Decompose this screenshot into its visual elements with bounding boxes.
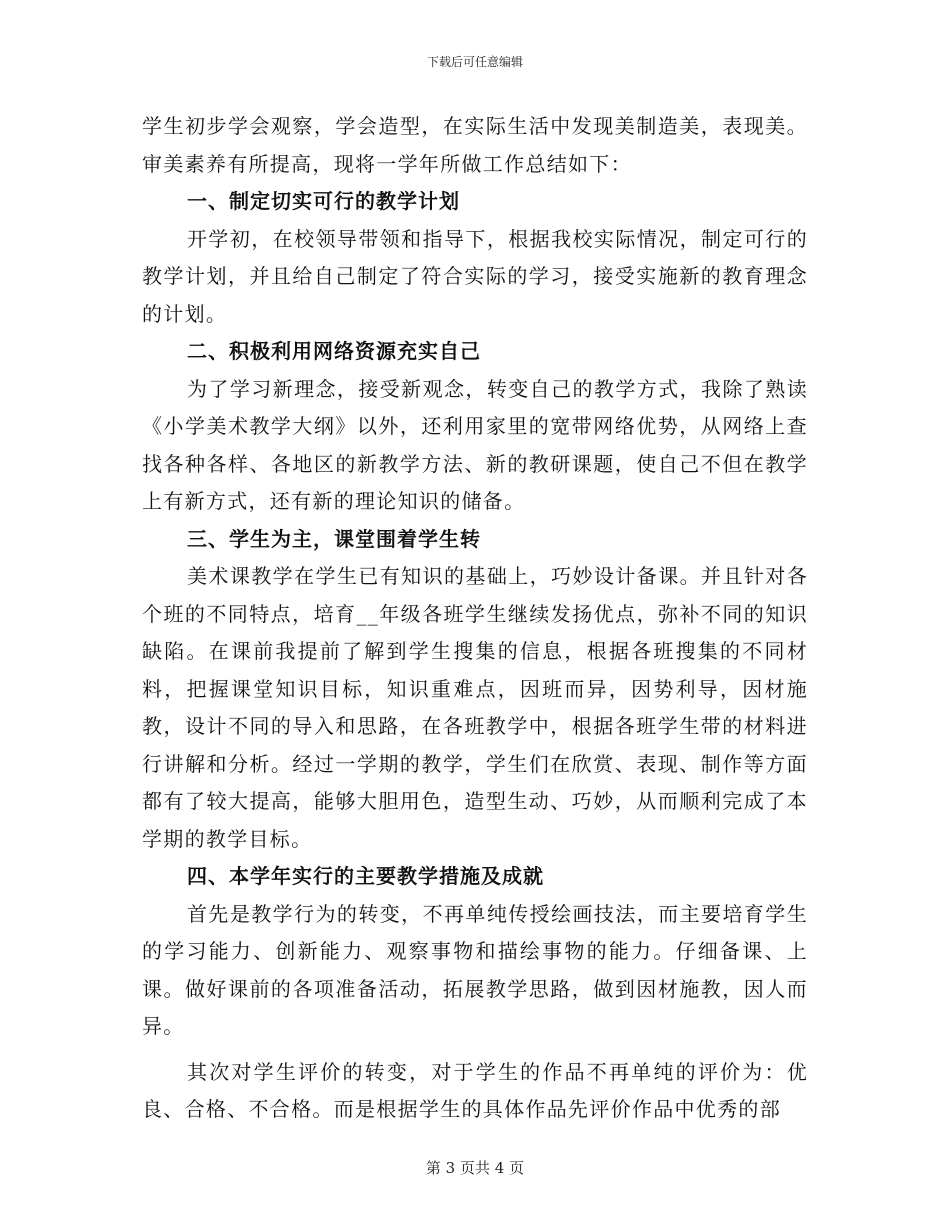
intro-paragraph: 学生初步学会观察，学会造型，在实际生活中发现美制造美，表现美。审美素养有所提高，现将一学年所做工作总结如下： — [142, 114, 808, 176]
page-header: 下载后可任意编辑 — [426, 55, 523, 69]
paragraph-5: 其次对学生评价的转变，对于学生的作品不再单纯的评价为：优良、合格、不合格。而是根据学生的具体作品先评价作品中优秀的部 — [142, 1059, 808, 1121]
section-heading-1: 一、制定切实可行的教学计划 — [187, 189, 460, 213]
section-heading-4: 四、本学年实行的主要教学措施及成就 — [187, 864, 544, 888]
section-heading-3: 三、学生为主，课堂围着学生转 — [187, 526, 481, 551]
page-footer: 第 3 页共 4 页 — [425, 1159, 525, 1177]
paragraph-1: 开学初，在校领导带领和指导下，根据我校实际情况，制定可行的教学计划，并且给自己制定了符合实际的学习，接受实施新的教育理念的计划。 — [142, 226, 808, 326]
document-body — [142, 108, 808, 1129]
paragraph-4: 首先是教学行为的转变，不再单纯传授绘画技法，而主要培育学生的学习能力、创新能力、观察事物和描绘事物的能力。仔细备课、上课。做好课前的各项准备活动，拓展教学思路，做到因材施教，因人而异。 — [142, 901, 808, 1038]
section-heading-2: 二、积极利用网络资源充实自己 — [187, 339, 481, 363]
paragraph-gap — [142, 1046, 808, 1054]
paragraph-3: 美术课教学在学生已有知识的基础上，巧妙设计备课。并且针对各个班的不同特点，培育__年级各班学生继续发扬优点，弥补不同的知识缺陷。在课前我提前了解到学生搜集的信息，根据各班搜集的不同材料，把握课堂知识目标，知识重难点，因班而异，因势利导，因材施教，设计不同的导入和思路，在各班教学中，根据各班学生带的材料进行讲解和分析。经过一学期的教学，学生们在欣赏、表现、制作等方面都有了较大提高，能够大胆用色，造型生动、巧妙，从而顺利完成了本学期的教学目标。 — [142, 564, 808, 851]
paragraph-2: 为了学习新理念，接受新观念，转变自己的教学方式，我除了熟读《小学美术教学大纲》以外，还利用家里的宽带网络优势，从网络上查找各种各样、各地区的新教学方法、新的教研课题，使自己不但在教学上有新方式，还有新的理论知识的储备。 — [142, 376, 808, 513]
